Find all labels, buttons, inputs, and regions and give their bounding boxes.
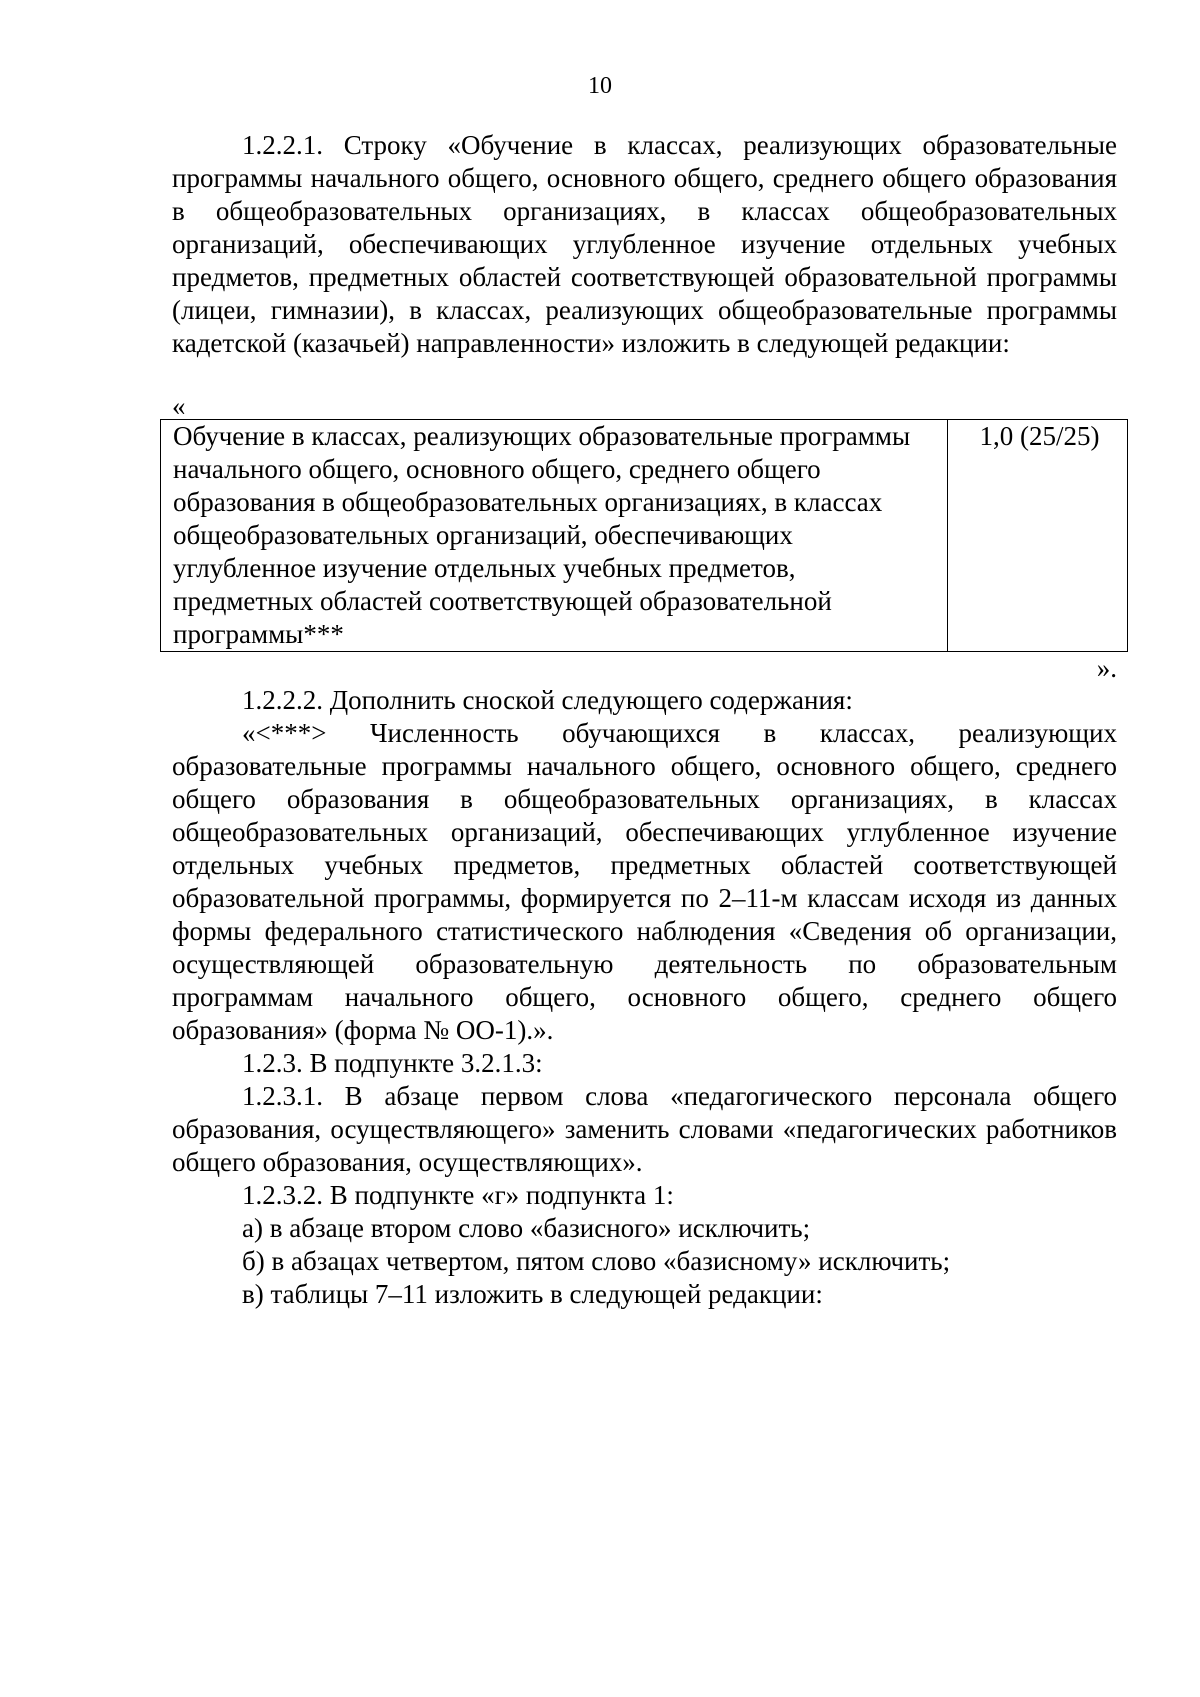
paragraph-1-2-2-2: 1.2.2.2. Дополнить сноской следующего содержания: [242, 685, 853, 715]
table-cell-description: Обучение в классах, реализующих образовательные программы начального общего, основного общего, среднего общего образования в общеобразовательных организациях, в классах общеобразовательных организаций, обеспечивающих углубленное изучение отдельных учебных предметов, предметных областей соответствующей образовательной программы*** [161, 420, 948, 652]
paragraph-1-2-2-1: 1.2.2.1. Строку «Обучение в классах, реализующих образовательные программы начального общего, основного общего, среднего общего образования в общеобразовательных организациях, в классах общеобразовательных организаций, обеспечивающих углубленное изучение отдельных учебных предметов, предметных областей соответствующей образовательной программы (лицеи, гимназии), в классах, реализующих общеобразовательные программы кадетской (казачьей) направленности» изложить в следующей редакции: [172, 130, 1117, 358]
list-item-a: а) в абзаце втором слово «базисного» исключить; [242, 1213, 811, 1243]
paragraph-1-2-3-2: 1.2.3.2. В подпункте «г» подпункта 1: [242, 1180, 674, 1210]
quoted-table [160, 419, 1128, 652]
table-row [161, 420, 1128, 652]
amendment-intro [172, 129, 1117, 360]
list-item-b: б) в абзацах четвертом, пятом слово «базисному» исключить; [242, 1246, 951, 1276]
paragraph-1-2-3-1: 1.2.3.1. В абзаце первом слова «педагогического персонала общего образования, осуществляющего» заменить словами «педагогических работников общего образования, осуществляющих». [172, 1081, 1117, 1177]
footnote-paragraph: «<***> Численность обучающихся в классах, реализующих образовательные программы начального общего, основного общего, среднего общего образования в общеобразовательных организациях, в классах общеобразовательных организаций, обеспечивающих углубленное изучение отдельных учебных предметов, предметных областей соответствующей образовательной программы, формируется по 2–11-м классам исходя из данных формы федерального статистического наблюдения «Сведения об организации, осуществляющей образовательную деятельность по образовательным программам начального общего, основного общего, среднего общего образования» (форма № ОО-1).». [172, 718, 1117, 1045]
opening-quote-mark: « [172, 391, 186, 421]
paragraph-1-2-3: 1.2.3. В подпункте 3.2.1.3: [242, 1048, 543, 1078]
amendment-body [172, 684, 1117, 1311]
closing-quote-mark: ». [1096, 653, 1117, 683]
list-item-v: в) таблицы 7–11 изложить в следующей редакции: [242, 1279, 823, 1309]
table-cell-coefficient: 1,0 (25/25) [948, 420, 1128, 652]
page-number: 10 [588, 73, 612, 99]
